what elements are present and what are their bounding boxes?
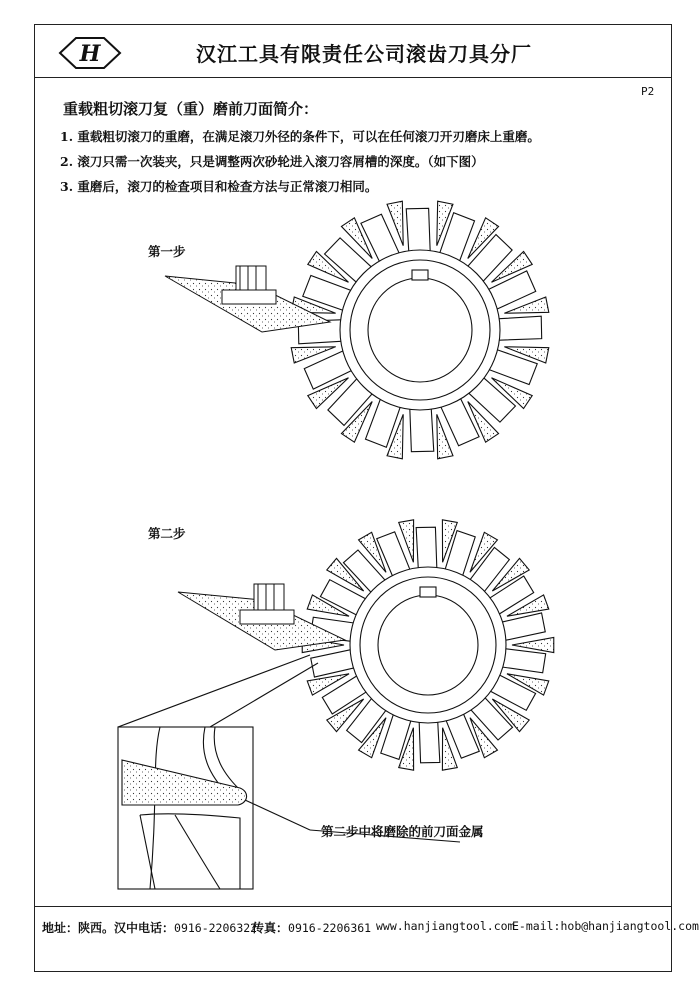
grinding-wheel-step-two	[178, 584, 345, 650]
flute-wedge	[359, 718, 386, 758]
footer-email[interactable]: E-mail:hob@hanjiangtool.com	[512, 919, 699, 933]
hob-tooth	[416, 527, 437, 567]
keyway	[420, 587, 436, 597]
section-title: 重载粗切滚刀复（重）磨前刀面简介：	[63, 100, 319, 118]
hob-tooth	[410, 409, 434, 451]
grinding-wheel-step-one	[165, 266, 330, 332]
flute-wedge	[492, 378, 533, 409]
flute-wedge	[387, 201, 403, 245]
step-one-label: 第一步	[148, 244, 186, 259]
detail-view	[118, 655, 460, 889]
hob-tooth	[503, 613, 546, 640]
flute-wedge	[307, 595, 349, 616]
footer-phone: 电话：0916-2206322	[138, 921, 258, 935]
flute-wedge	[291, 347, 335, 363]
flute-wedge	[492, 699, 529, 732]
flute-wedge	[327, 558, 364, 591]
flute-wedge	[470, 532, 497, 572]
hob-tooth	[406, 208, 430, 250]
hob-hub-ring	[350, 260, 490, 400]
hob-bore	[378, 595, 478, 695]
flute-wedge	[468, 218, 499, 259]
step-two-label: 第二步	[148, 526, 186, 541]
flute-wedge	[442, 728, 457, 770]
intro-item-1: 1. 重载粗切滚刀的重磨，在满足滚刀外径的条件下，可以在任何滚刀开刃磨床上重磨。	[60, 129, 540, 144]
hob-bore	[368, 278, 472, 382]
hob-tooth	[499, 316, 541, 340]
company-name: 汉江工具有限责任公司滚齿刀具分厂	[196, 42, 532, 66]
flute-wedge	[507, 674, 549, 695]
keyway	[412, 270, 428, 280]
svg-text:H: H	[79, 41, 101, 67]
flute-wedge	[437, 414, 453, 458]
flute-wedge	[341, 402, 372, 443]
flute-wedge	[399, 520, 414, 562]
callout-label: 第二步中将磨除的前刀面金属	[321, 824, 484, 839]
footer-address: 地址：陕西。汉中	[42, 921, 139, 935]
hob-figure-step-two	[302, 520, 554, 770]
flute-wedge	[308, 251, 349, 282]
page-number: P2	[641, 85, 655, 98]
intro-item-3: 3. 重磨后，滚刀的检查项目和检查方法与正常滚刀相同。	[60, 179, 378, 194]
flute-wedge	[504, 297, 548, 313]
intro-item-2: 2. 滚刀只需一次装夹，只是调整两次砂轮进入滚刀容屑槽的深度。（如下图）	[60, 154, 484, 169]
footer-website[interactable]: www.hanjiangtool.com	[376, 919, 515, 933]
footer-fax: 传真：0916-2206361	[252, 921, 372, 935]
hob-tooth	[419, 722, 440, 762]
hob-tooth	[503, 649, 546, 673]
hob-figure-step-one	[291, 201, 549, 459]
